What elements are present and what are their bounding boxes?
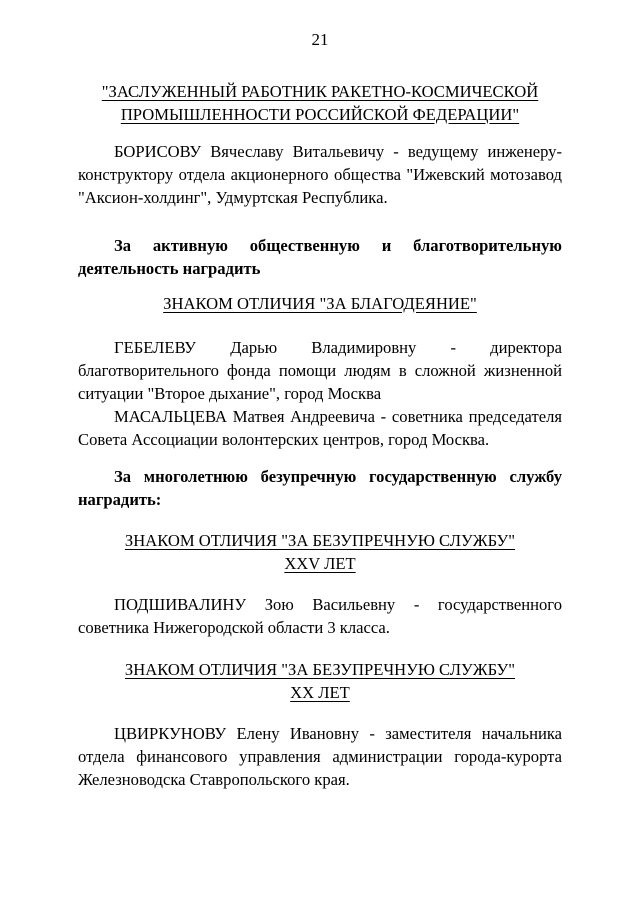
award-title-line: ЗНАКОМ ОТЛИЧИЯ "ЗА БЕЗУПРЕЧНУЮ СЛУЖБУ": [124, 660, 516, 679]
award-title-line: ПРОМЫШЛЕННОСТИ РОССИЙСКОЙ ФЕДЕРАЦИИ": [120, 105, 520, 124]
award-title-beneficence: ЗНАКОМ ОТЛИЧИЯ "ЗА БЛАГОДЕЯНИЕ": [163, 294, 477, 313]
decree-intro-charity: За активную общественную и благотворительную деятельность наградить: [78, 236, 562, 278]
award-recipient-masaltsev: МАСАЛЬЦЕВА Матвея Андреевича - советника председателя Совета Ассоциации волонтерских центров, город Москва.: [78, 407, 562, 449]
award-recipient-borisov: БОРИСОВУ Вячеславу Витальевичу - ведущему инженеру-конструктору отдела акционерного общества "Ижевский мотозавод "Аксион-холдинг", Удмуртская Республика.: [78, 142, 562, 207]
award-recipient-gebeleva: ГЕБЕЛЕВУ Дарью Владимировну - директора благотворительного фонда помощи людям в сложной жизненной ситуации "Второе дыхание", город Москва: [78, 338, 562, 403]
award-title-line: "ЗАСЛУЖЕННЫЙ РАБОТНИК РАКЕТНО-КОСМИЧЕСКОЙ: [101, 82, 539, 101]
award-recipient-podshivalina: ПОДШИВАЛИНУ Зою Васильевну - государственного советника Нижегородской области 3 класса.: [78, 595, 562, 637]
award-title-line: ЗНАКОМ ОТЛИЧИЯ "ЗА БЕЗУПРЕЧНУЮ СЛУЖБУ": [124, 531, 516, 550]
page-number: 21: [311, 30, 329, 49]
decree-intro-civil-service: За многолетнюю безупречную государственную службу наградить:: [78, 467, 562, 509]
award-recipient-tsvirkunova: ЦВИРКУНОВУ Елену Ивановну - заместителя начальника отдела финансового управления администрации города-курорта Железноводска Ставропольского края.: [78, 724, 562, 789]
award-title-line: XXV ЛЕТ: [284, 554, 356, 573]
award-title-service-20: [78, 658, 562, 704]
award-title-rocket-space-worker: [78, 80, 562, 126]
award-title-line: XX ЛЕТ: [290, 683, 350, 702]
award-title-service-25: [78, 529, 562, 575]
